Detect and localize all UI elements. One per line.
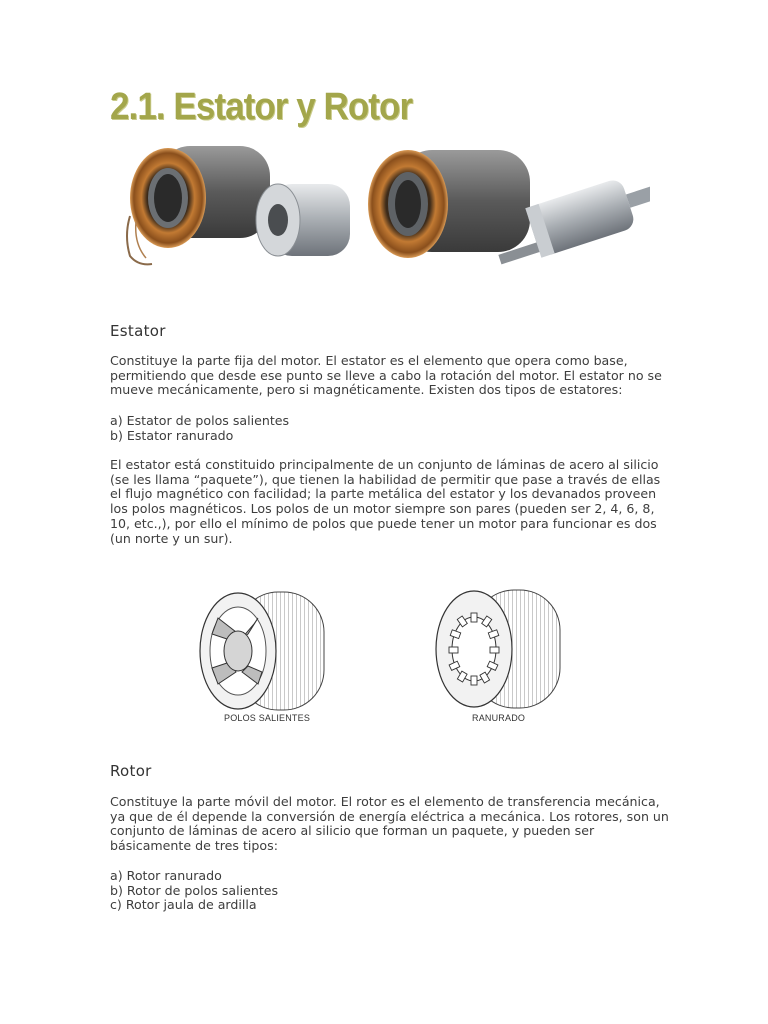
slotted-stator-drawing (424, 580, 574, 730)
estator-intro: Constituye la parte fija del motor. El estator es el elemento que opera como base, permitiendo que desde ese punto se lleve a cabo la rotación del motor. El estator no se mueve mecánicamente, pero si magnéticamente. Existen dos tipos de estatores: (110, 353, 662, 398)
list-item: a) Estator de polos salientes (110, 413, 290, 428)
diagram-caption-polos-salientes: POLOS SALIENTES (224, 713, 311, 723)
page-title: 2.1. Estator y Rotor (110, 86, 413, 128)
list-item: a) Rotor ranurado (110, 868, 222, 883)
estator-description: El estator está constituido principalmente de un conjunto de láminas de acero al silicio (se les llama “paquete”), que tienen la habilidad de permitir que pase a través de ellas el flujo magnético con facilidad; la parte metálica del estator y los devanados proveen los polos magnéticos. Los polos de un motor siempre son pares (pueden ser 2, 4, 6, 8, 10, etc.,), por ello el mínimo de polos que puede tener un motor para funcionar es dos (un norte y un sur). (110, 457, 661, 546)
estator-heading: Estator (110, 322, 166, 340)
estator-types-list (110, 414, 670, 443)
rotor-heading: Rotor (110, 762, 152, 780)
rotor-types-list (110, 869, 670, 913)
list-item: c) Rotor jaula de ardilla (110, 897, 257, 913)
list-item: b) Estator ranurado (110, 427, 234, 443)
salient-pole-stator-drawing (196, 580, 346, 730)
diagram-caption-ranurado: RANURADO (472, 713, 526, 723)
rotor-intro: Constituye la parte móvil del motor. El rotor es el elemento de transferencia mecánica, ya que de él depende la conversión de energía eléctrica a mecánica. Los rotores, son un conjunto de láminas de acero al silicio que forman un paquete, y pueden ser básicamente de tres tipos: (110, 794, 669, 854)
stator-rotor-photo (110, 138, 650, 278)
list-item: b) Rotor de polos salientes (110, 882, 279, 898)
